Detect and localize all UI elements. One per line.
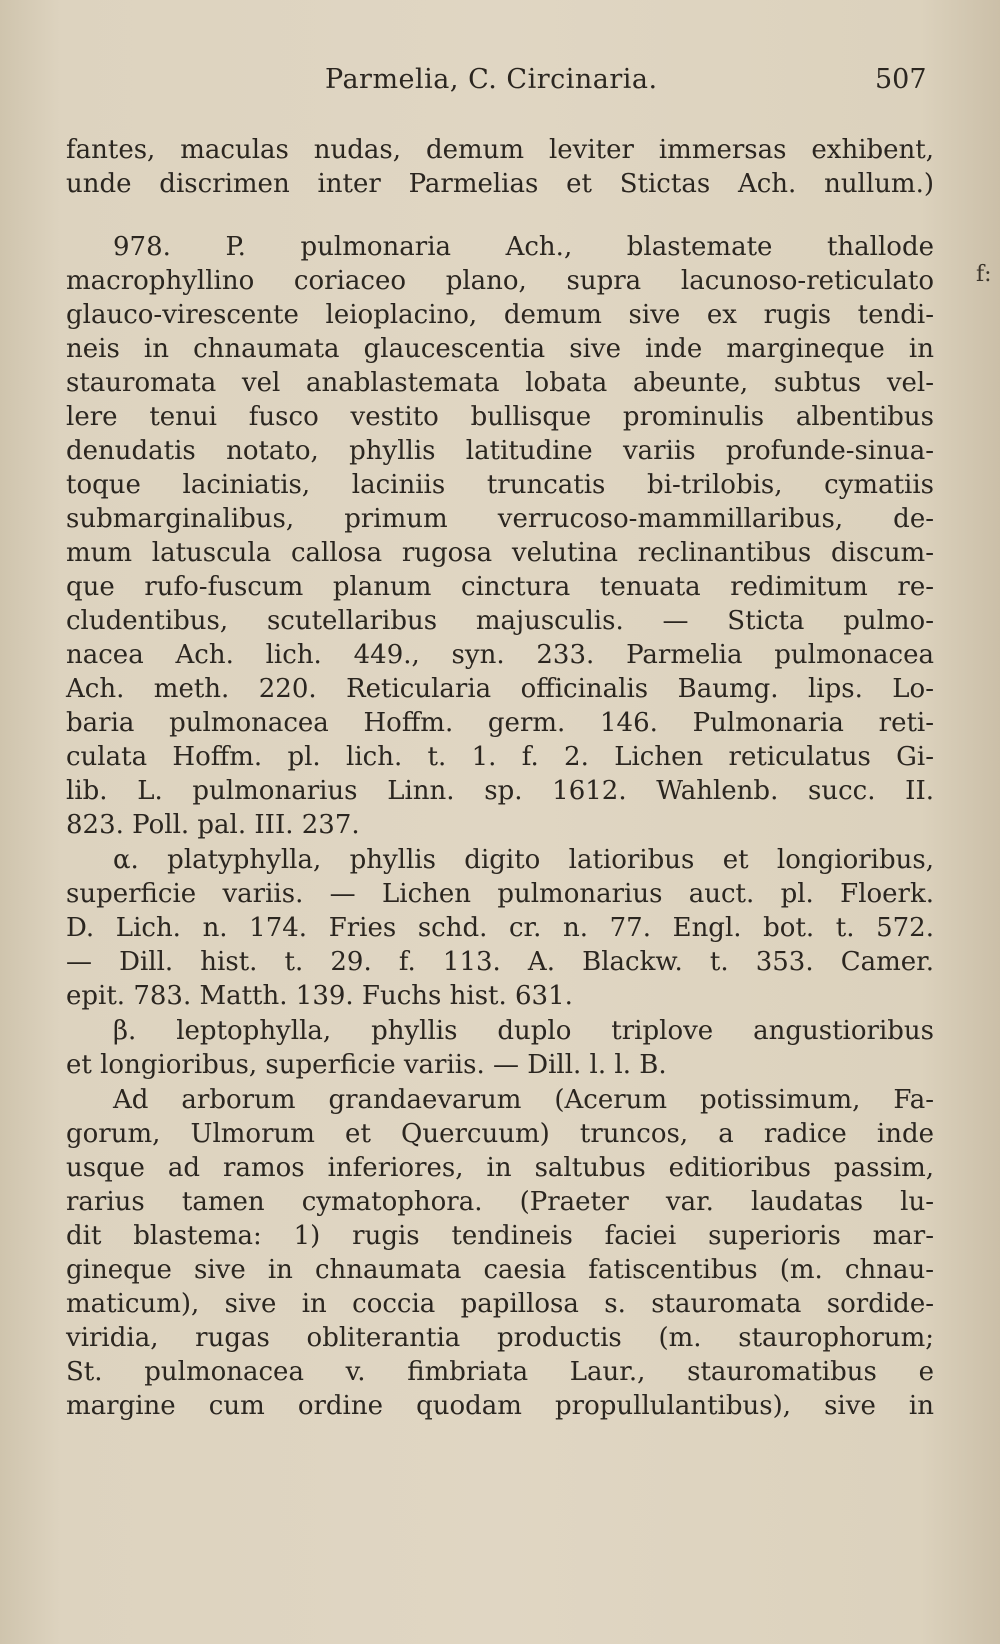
text-line: Ach. meth. 220. Reticularia officinalis Baumg. lips. Lo- [66, 674, 934, 704]
running-head [0, 64, 1000, 104]
text-line: lere tenui fusco vestito bullisque prominulis albentibus [66, 402, 934, 432]
text-line: gorum, Ulmorum et Quercuum) truncos, a radice inde [66, 1119, 934, 1149]
text-line: rarius tamen cymatophora. (Praeter var. laudatas lu- [66, 1187, 934, 1217]
page-number: 507 [875, 64, 927, 95]
text-line: denudatis notato, phyllis latitudine variis profunde-sinua- [66, 436, 934, 466]
text-line: — Dill. hist. t. 29. f. 113. A. Blackw. t. 353. Camer. [66, 947, 934, 977]
text-line: epit. 783. Matth. 139. Fuchs hist. 631. [66, 981, 573, 1011]
entry-heading-line: 978. P. pulmonaria Ach., blastemate thallode [113, 232, 934, 262]
text-line: St. pulmonacea v. fimbriata Laur., stauromatibus e [66, 1357, 934, 1387]
text-line: fantes, maculas nudas, demum leviter immersas exhibent, [66, 135, 934, 165]
text-line: macrophyllino coriaceo plano, supra lacunoso-reticulato [66, 266, 934, 296]
text-line: nacea Ach. lich. 449., syn. 233. Parmelia pulmonacea [66, 640, 934, 670]
running-title: Parmelia, C. Circinaria. [325, 64, 658, 95]
text-line: gineque sive in chnaumata caesia fatiscentibus (m. chnau- [66, 1255, 934, 1285]
text-line: viridia, rugas obliterantia productis (m. staurophorum; [66, 1323, 934, 1353]
text-line: baria pulmonacea Hoffm. germ. 146. Pulmonaria reti- [66, 708, 934, 738]
text-line: maticum), sive in coccia papillosa s. stauromata sordide- [66, 1289, 934, 1319]
text-line: mum latuscula callosa rugosa velutina reclinantibus discum- [66, 538, 934, 568]
text-line: que rufo-fuscum planum cinctura tenuata redimitum re- [66, 572, 934, 602]
text-line: stauromata vel anablastemata lobata abeunte, subtus vel- [66, 368, 934, 398]
variety-beta-line: β. leptophylla, phyllis duplo triplove angustioribus [113, 1016, 934, 1046]
text-line: et longioribus, superficie variis. — Dill. l. l. B. [66, 1050, 667, 1080]
habitat-line: Ad arborum grandaevarum (Acerum potissimum, Fa- [113, 1085, 934, 1115]
text-line: cludentibus, scutellaribus majusculis. — Sticta pulmo- [66, 606, 934, 636]
text-line: neis in chnaumata glaucescentia sive inde margineque in [66, 334, 934, 364]
text-line: superficie variis. — Lichen pulmonarius auct. pl. Floerk. [66, 879, 934, 909]
text-line: margine cum ordine quodam propullulantibus), sive in [66, 1391, 934, 1421]
text-line: culata Hoffm. pl. lich. t. 1. f. 2. Lichen reticulatus Gi- [66, 742, 934, 772]
text-line: 823. Poll. pal. III. 237. [66, 810, 360, 840]
text-line: toque laciniatis, laciniis truncatis bi-trilobis, cymatiis [66, 470, 934, 500]
variety-alpha-line: α. platyphylla, phyllis digito latioribus et longioribus, [113, 845, 934, 875]
text-line: unde discrimen inter Parmelias et Stictas Ach. nullum.) [66, 169, 934, 199]
text-line: usque ad ramos inferiores, in saltubus editioribus passim, [66, 1153, 934, 1183]
text-line: D. Lich. n. 174. Fries schd. cr. n. 77. Engl. bot. t. 572. [66, 913, 934, 943]
text-line: submarginalibus, primum verrucoso-mammillaribus, de- [66, 504, 934, 534]
text-line: dit blastema: 1) rugis tendineis faciei superioris mar- [66, 1221, 934, 1251]
margin-annotation: f: [976, 262, 992, 287]
text-line: glauco-virescente leioplacino, demum sive ex rugis tendi- [66, 300, 934, 330]
text-line: lib. L. pulmonarius Linn. sp. 1612. Wahlenb. succ. II. [66, 776, 934, 806]
